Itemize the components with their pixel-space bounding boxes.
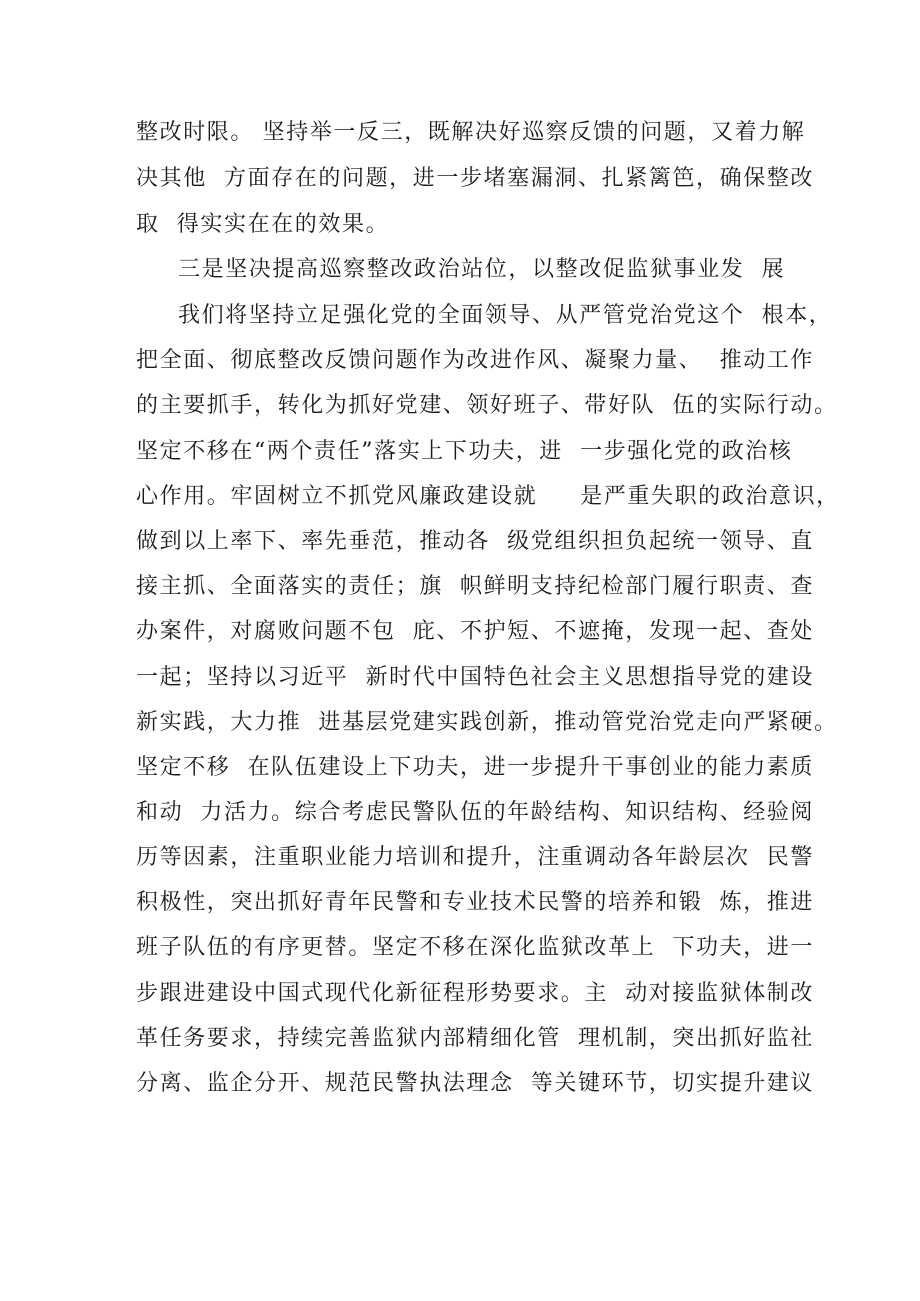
paragraph-line: 和动 力活力。综合考虑民警队伍的年龄结构、知识结构、经验阅 <box>136 800 814 825</box>
paragraph-line: 整改时限。 坚持举一反三，既解决好巡察反馈的问题，又着力解 <box>136 120 806 145</box>
paragraph-line: 做到以上率下、率先垂范，推动各 级党组织担负起统一领导、直 <box>136 529 814 554</box>
paragraph-line: 步跟进建设中国式现代化新征程形势要求。主 动对接监狱体制改 <box>136 981 814 1006</box>
paragraph-line: 决其他 方面存在的问题，进一步堵塞漏洞、扎紧篱笆，确保整改 <box>136 166 814 191</box>
paragraph-line: 积极性，突出抓好青年民警和专业技术民警的培养和锻 炼，推进 <box>136 890 814 915</box>
paragraph-line: 新实践，大力推 进基层党建实践创新，推动管党治党走向严紧硬。 <box>136 710 838 735</box>
paragraph-line: 坚定不移 在队伍建设上下功夫，进一步提升干事创业的能力素质 <box>136 755 814 780</box>
paragraph-line: 班子队伍的有序更替。坚定不移在深化监狱改革上 下功夫，进一 <box>136 935 814 960</box>
paragraph-line: 接主抓、全面落实的责任；旗 帜鲜明支持纪检部门履行职责、查 <box>136 574 814 599</box>
paragraph-line: 我们将坚持立足强化党的全面领导、从严管党治党这个 根本， <box>178 303 833 328</box>
paragraph-line: 办案件，对腐败问题不包 庇、不护短、不遮掩，发现一起、查处 <box>136 619 814 644</box>
paragraph-line: 革任务要求，持续完善监狱内部精细化管 理机制，突出抓好监社 <box>136 1026 814 1051</box>
paragraph-line: 心作用。牢固树立不抓党风廉政建设就 是严重失职的政治意识， <box>136 484 840 509</box>
paragraph-line: 分离、监企分开、规范民警执法理念 等关键环节，切实提升建议 <box>136 1071 814 1096</box>
section-heading: 三是坚决提高巡察整改政治站位，以整改促监狱事业发 展 <box>178 257 786 282</box>
paragraph-line: 的主要抓手，转化为抓好党建、领好班子、带好队 伍的实际行动。 <box>136 393 838 418</box>
paragraph-line: 坚定不移在“两个责任”落实上下功夫，进 一步强化党的政治核 <box>136 439 793 464</box>
paragraph-line: 一起；坚持以习近平 新时代中国特色社会主义思想指导党的建设 <box>136 665 814 690</box>
paragraph-line: 取 得实实在在的效果。 <box>136 212 390 237</box>
paragraph-line: 历等因素，注重职业能力培训和提升，注重调动各年龄层次 民警 <box>136 845 814 870</box>
paragraph-line: 把全面、彻底整改反馈问题作为改进作风、凝聚力量、 推动工作 <box>136 348 814 373</box>
